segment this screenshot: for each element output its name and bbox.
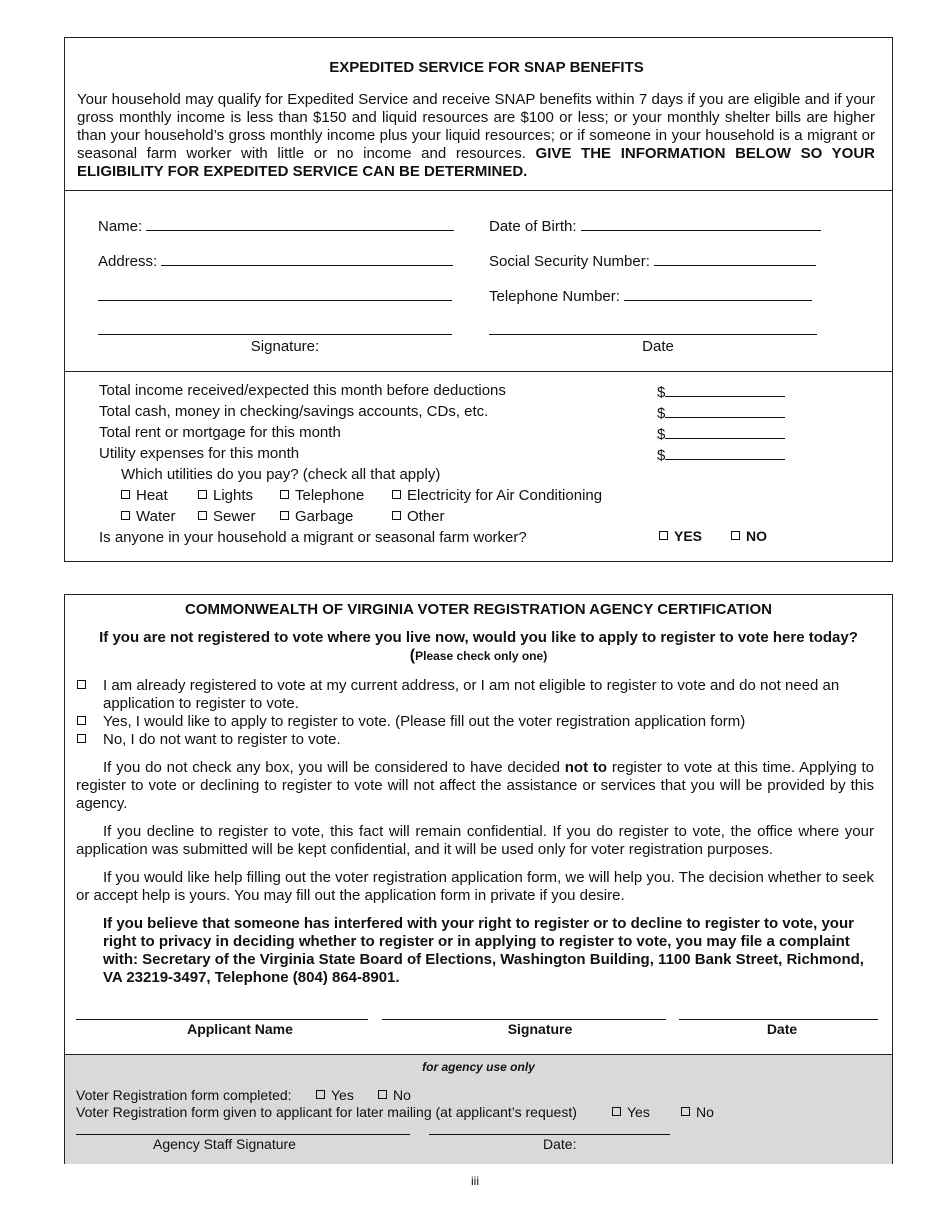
voter-question: If you are not registered to vote where you live now, would you like to apply to register to vote here today? (99, 629, 858, 646)
voter-option-no-checkbox[interactable] (77, 731, 92, 748)
checkbox-icon[interactable] (77, 734, 86, 743)
yes-label: Yes (627, 1104, 650, 1120)
staff-signature-line[interactable] (76, 1134, 410, 1135)
applicant-signature-label: Signature (507, 1021, 573, 1037)
rent-amount-field[interactable] (657, 424, 785, 443)
checkbox-icon[interactable] (198, 511, 207, 520)
checkbox-icon[interactable] (731, 531, 740, 540)
question-rent: Total rent or mortgage for this month (99, 424, 341, 441)
checkbox-icon[interactable] (121, 490, 130, 499)
applicant-name-label: Applicant Name (187, 1021, 293, 1037)
currency-sign: $ (657, 405, 666, 422)
page-number: iii (471, 1174, 479, 1188)
agency-given-yes[interactable] (612, 1104, 650, 1120)
ssn-field[interactable] (489, 251, 816, 270)
snap-intro-text: Your household may qualify for Expedited Service and receive SNAP benefits within 7 days if you are eligible and if your gross monthly income is less than $150 and liquid resources are $100 or less; or your monthly shelter bills are higher than your household’s gross monthly income plus your liquid resources; or if someone in your household is a migrant or seasonal farm worker with little or no income and resources. (77, 91, 875, 162)
agency-given-label: Voter Registration form given to applicant for later mailing (at applicant’s request) (76, 1104, 577, 1120)
voter-option-already-checkbox[interactable] (77, 677, 92, 694)
applicant-name-line[interactable] (76, 1019, 368, 1020)
agency-completed-yes[interactable] (316, 1087, 354, 1103)
utility-label: Other (407, 508, 445, 525)
para1-text-a: If you do not check any box, you will be considered to have decided (103, 759, 560, 776)
utility-water[interactable] (121, 508, 175, 525)
utility-telephone[interactable] (280, 487, 364, 504)
utility-electricity-ac[interactable] (392, 487, 602, 504)
agency-given-no[interactable] (681, 1104, 714, 1120)
agency-completed-no[interactable] (378, 1087, 411, 1103)
check-one-note (64, 647, 893, 665)
agency-completed-label: Voter Registration form completed: (76, 1087, 292, 1103)
para1-text-b: register to vote at this time. Applying to register to vote or declining to register to vote will not affect the assistance or services that you will be provided by this agency. (76, 759, 874, 812)
checkbox-icon[interactable] (121, 511, 130, 520)
phone-input-line[interactable] (624, 286, 812, 301)
phone-label: Telephone Number: (489, 288, 620, 305)
cash-amount-field[interactable] (657, 403, 785, 422)
currency-sign: $ (657, 384, 666, 401)
checkbox-icon[interactable] (612, 1107, 621, 1116)
no-label: No (696, 1104, 714, 1120)
migrant-yes[interactable] (659, 528, 702, 544)
snap-intro (77, 91, 875, 181)
income-amount-field[interactable] (657, 382, 785, 401)
checkbox-icon[interactable] (681, 1107, 690, 1116)
utilities-prompt: Which utilities do you pay? (check all that apply) (121, 466, 441, 483)
utility-label: Garbage (295, 508, 354, 525)
voter-paragraph-3: If you would like help filling out the voter registration application form, we will help you. The decision whether to seek or accept help is yours. You may fill out the application form in private if you desire. (76, 869, 874, 904)
yes-label: Yes (331, 1087, 354, 1103)
checkbox-icon[interactable] (77, 716, 86, 725)
voter-option-yes: Yes, I would like to apply to register to vote. (Please fill out the voter registration application form) (103, 713, 746, 730)
migrant-no[interactable] (731, 528, 767, 544)
utility-amount-field[interactable] (657, 445, 785, 464)
name-input-line[interactable] (146, 216, 454, 231)
applicant-signature-line[interactable] (382, 1019, 666, 1020)
para1-bold: not to (564, 759, 608, 776)
staff-date-label: Date: (543, 1136, 577, 1152)
question-cash: Total cash, money in checking/savings accounts, CDs, etc. (99, 403, 489, 420)
voter-option-yes-checkbox[interactable] (77, 713, 92, 730)
voter-title: COMMONWEALTH OF VIRGINIA VOTER REGISTRATION AGENCY CERTIFICATION (185, 601, 772, 618)
checkbox-icon[interactable] (280, 511, 289, 520)
checkbox-icon[interactable] (77, 680, 86, 689)
signature-label: Signature: (250, 338, 320, 355)
date-line[interactable] (489, 334, 817, 335)
address-field[interactable] (98, 251, 453, 270)
phone-field[interactable] (489, 286, 812, 305)
utility-label: Telephone (295, 487, 365, 504)
ssn-input-line[interactable] (654, 251, 816, 266)
name-label: Name: (98, 218, 143, 235)
cash-amount-line[interactable] (665, 403, 785, 418)
dob-input-line[interactable] (581, 216, 821, 231)
utility-heat[interactable] (121, 487, 168, 504)
rent-amount-line[interactable] (665, 424, 785, 439)
question-utility: Utility expenses for this month (99, 445, 300, 462)
checkbox-icon[interactable] (280, 490, 289, 499)
address-input-line[interactable] (161, 251, 453, 266)
dob-label: Date of Birth: (489, 218, 577, 235)
voter-paragraph-1 (76, 759, 874, 813)
checkbox-icon[interactable] (198, 490, 207, 499)
utility-label: Lights (213, 487, 254, 504)
staff-signature-label: Agency Staff Signature (153, 1136, 296, 1152)
voter-paragraph-2: If you decline to register to vote, this fact will remain confidential. If you do register to vote, the office where your application was submitted will be kept confidential, and it will be used only for voter registration purposes. (76, 823, 874, 858)
snap-divider-2 (64, 371, 893, 372)
name-field[interactable] (98, 216, 454, 235)
staff-date-line[interactable] (429, 1134, 670, 1135)
snap-intro-bold: GIVE THE INFORMATION BELOW SO YOUR ELIGIBILITY FOR EXPEDITED SERVICE CAN BE DETERMINED. (77, 145, 875, 180)
checkbox-icon[interactable] (316, 1090, 325, 1099)
income-amount-line[interactable] (665, 382, 785, 397)
currency-sign: $ (657, 426, 666, 443)
ssn-label: Social Security Number: (489, 253, 650, 270)
utility-lights[interactable] (198, 487, 253, 504)
utility-label: Electricity for Air Conditioning (407, 487, 603, 504)
snap-title: EXPEDITED SERVICE FOR SNAP BENEFITS (329, 59, 644, 76)
currency-sign: $ (657, 447, 666, 464)
checkbox-icon[interactable] (392, 511, 401, 520)
checkbox-icon[interactable] (659, 531, 668, 540)
voter-option-no: No, I do not want to register to vote. (103, 731, 341, 748)
migrant-question: Is anyone in your household a migrant or seasonal farm worker? (99, 529, 527, 546)
utility-garbage[interactable] (280, 508, 353, 525)
no-label: NO (746, 528, 767, 544)
date-label: Date (642, 338, 674, 355)
utility-amount-line[interactable] (665, 445, 785, 460)
utility-label: Sewer (213, 508, 256, 525)
signature-line[interactable] (98, 334, 452, 335)
yes-label: YES (674, 528, 703, 544)
checkbox-icon[interactable] (392, 490, 401, 499)
utility-other[interactable] (392, 508, 445, 525)
check-one-paren: ( (409, 647, 416, 664)
no-label: No (393, 1087, 411, 1103)
address-line-2[interactable] (98, 300, 452, 301)
utility-label: Heat (136, 487, 168, 504)
applicant-date-line[interactable] (679, 1019, 878, 1020)
agency-heading: for agency use only (422, 1060, 535, 1074)
utility-sewer[interactable] (198, 508, 256, 525)
address-label: Address: (98, 253, 158, 270)
check-one-text: Please check only one) (415, 649, 548, 663)
voter-complaint: If you believe that someone has interfered with your right to register or to decline to register to vote, your right to privacy in deciding whether to register or in applying to register to vote, you may file a complaint with: Secretary of the Virginia State Board of Elections, Washington Building, 1100 Bank Street, Richmond, VA 23219-3497, Telephone (804) 864-8901. (103, 915, 864, 986)
dob-field[interactable] (489, 216, 821, 235)
snap-divider-1 (64, 190, 893, 191)
voter-option-already: I am already registered to vote at my current address, or I am not eligible to register to vote and do not need an application to register to vote. (103, 677, 840, 712)
checkbox-icon[interactable] (378, 1090, 387, 1099)
utility-label: Water (136, 508, 176, 525)
question-income: Total income received/expected this month before deductions (99, 382, 506, 399)
applicant-date-label: Date (766, 1021, 798, 1037)
